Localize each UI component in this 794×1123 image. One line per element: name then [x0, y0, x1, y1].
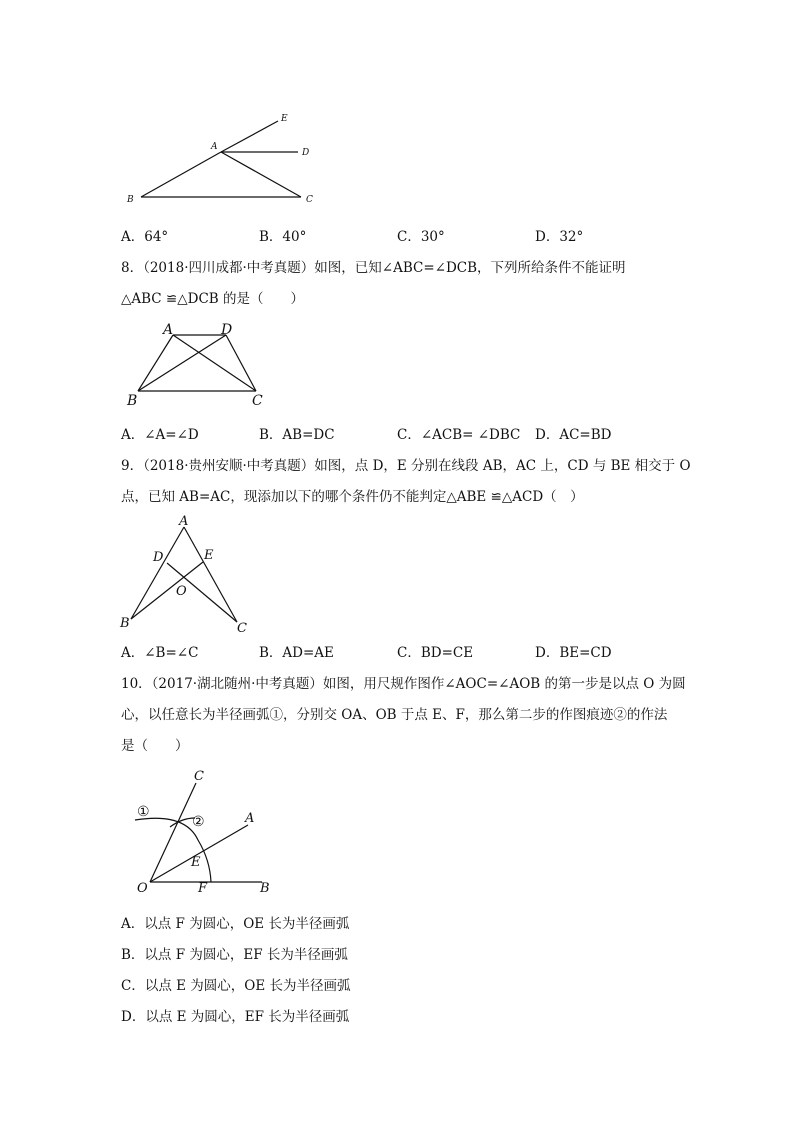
q9-option-a[interactable]: A．∠B=∠C	[121, 645, 199, 661]
q10-label-e: E	[191, 855, 201, 870]
q9-label-o: O	[176, 584, 187, 599]
q10-mark-1: ①	[137, 804, 150, 820]
q8-label-a: A	[163, 322, 174, 338]
q7-label-b: B	[127, 195, 134, 205]
q10-option-b[interactable]: B．以点 F 为圆心，EF 长为半径画弧	[121, 947, 348, 963]
q9-stem-line2: 点，已知 AB=AC，现添加以下的哪个条件仍不能判定△ABE ≌△ACD（ ）	[121, 489, 584, 505]
q8-option-d[interactable]: D．AC=BD	[535, 427, 612, 443]
q9-option-d[interactable]: D．BE=CD	[535, 645, 612, 661]
q10-label-b: B	[260, 881, 270, 896]
q10-label-o: O	[137, 881, 148, 896]
q8-option-b[interactable]: B．AB=DC	[259, 427, 335, 443]
q8-option-c[interactable]: C．∠ACB= ∠DBC	[397, 427, 521, 443]
q9-label-a: A	[179, 514, 189, 529]
q7-label-a: A	[211, 142, 218, 152]
q7-label-e: E	[281, 114, 288, 124]
q7-option-c[interactable]: C．30°	[397, 229, 445, 245]
q10-label-c: C	[194, 769, 204, 784]
q9-label-e: E	[204, 548, 214, 563]
q8-stem-line1: 8．（2018·四川成都·中考真题）如图，已知∠ABC=∠DCB，下列所给条件不能证明	[121, 260, 626, 276]
q9-stem-line1: 9．（2018·贵州安顺·中考真题）如图，点 D，E 分别在线段 AB，AC 上，CD 与 BE 相交于 O	[121, 458, 691, 474]
q7-option-b[interactable]: B．40°	[259, 229, 307, 245]
q9-label-d: D	[153, 550, 164, 565]
q8-label-d: D	[221, 322, 233, 338]
q10-option-d[interactable]: D．以点 E 为圆心，EF 长为半径画弧	[121, 1009, 350, 1025]
q9-option-c[interactable]: C．BD=CE	[397, 645, 474, 661]
q9-option-b[interactable]: B．AD=AE	[259, 645, 334, 661]
q10-mark-2: ②	[192, 814, 205, 830]
q7-option-a[interactable]: A．64°	[121, 229, 169, 245]
q10-option-c[interactable]: C．以点 E 为圆心，OE 长为半径画弧	[121, 978, 351, 994]
q8-stem-line2: △ABC ≌△DCB 的是（ ）	[121, 291, 304, 307]
q10-label-f: F	[198, 881, 208, 896]
q10-stem-line3: 是（ ）	[121, 738, 189, 754]
q10-stem-line1: 10．（2017·湖北随州·中考真题）如图，用尺规作图作∠AOC=∠AOB 的第一步是以点 O 为圆	[121, 676, 686, 692]
q10-option-a[interactable]: A．以点 F 为圆心，OE 长为半径画弧	[121, 916, 350, 932]
q7-label-c: C	[306, 195, 313, 205]
q9-label-c: C	[237, 621, 247, 636]
q10-label-a: A	[245, 811, 255, 826]
q7-label-d: D	[302, 148, 310, 158]
q8-label-c: C	[252, 393, 263, 409]
q8-option-a[interactable]: A．∠A=∠D	[121, 427, 199, 443]
q8-label-b: B	[127, 393, 138, 409]
q9-label-b: B	[120, 616, 130, 631]
q10-stem-line2: 心，以任意长为半径画弧①，分别交 OA、OB 于点 E、F，那么第二步的作图痕迹②的作法	[121, 707, 668, 723]
q7-option-d[interactable]: D．32°	[535, 229, 584, 245]
